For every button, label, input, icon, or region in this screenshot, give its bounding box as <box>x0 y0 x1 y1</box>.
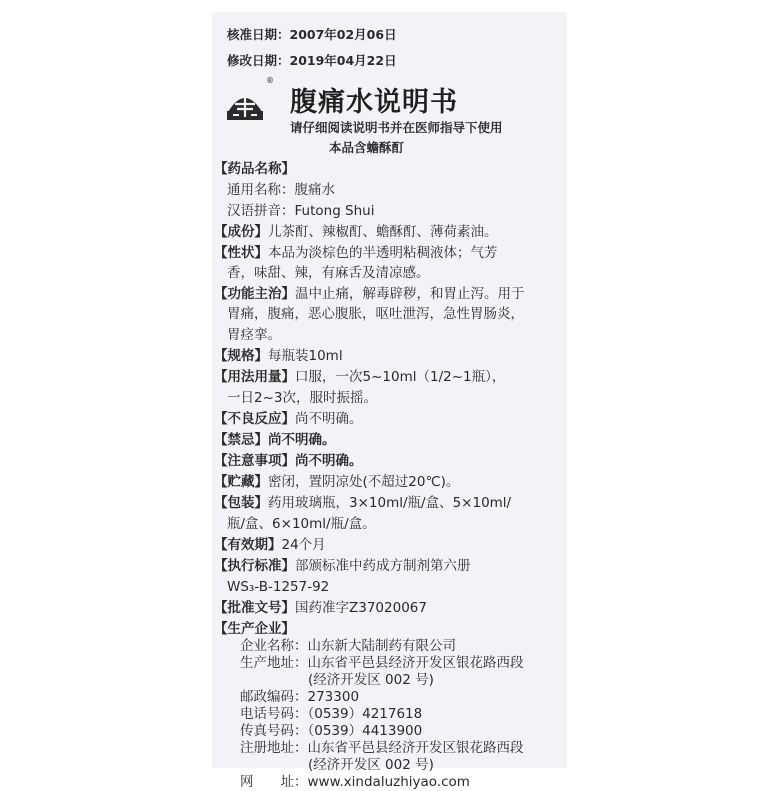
adverse-row <box>214 409 363 429</box>
address-label: 生产地址： <box>240 655 308 671</box>
reg-address-text-2-text: (经济开发区 002 号) <box>308 757 434 773</box>
company-name-label: 企业名称： <box>240 638 308 654</box>
standard-text-2: WS₃-B-1257-92 <box>227 579 330 595</box>
package-text-2: 瓶/盒、6×10ml/瓶/盒。 <box>227 516 376 532</box>
phone-label: 电话号码： <box>240 706 308 722</box>
standard-text-1: 部颁标准中药成方制剂第六册 <box>295 558 471 574</box>
character-label: 【性状】 <box>214 245 268 261</box>
brand-logo-icon <box>224 82 266 124</box>
fax-label: 传真号码： <box>240 723 308 739</box>
address-row <box>240 655 524 672</box>
fax-number: （0539）4413900 <box>307 723 423 739</box>
phone-row <box>240 706 422 723</box>
caution-label: 【注意事项】 <box>214 453 295 469</box>
caution-text: 尚不明确。 <box>295 453 363 469</box>
generic-name: 通用名称：腹痛水 <box>227 182 335 198</box>
instruction-leaflet <box>212 12 567 790</box>
address-text-2: (经济开发区 002 号) <box>308 672 434 688</box>
approval-row <box>214 598 427 618</box>
storage-label: 【贮藏】 <box>214 474 268 490</box>
spec-text: 每瓶装10ml <box>268 348 343 364</box>
validity-row <box>214 535 326 555</box>
registered-mark: ® <box>266 76 274 85</box>
storage-row <box>214 472 459 492</box>
reg-address-label: 注册地址： <box>240 740 308 756</box>
reg-address-text-2 <box>308 757 434 774</box>
usage-text-2: 一日2~3次，服时振摇。 <box>227 390 377 406</box>
fax-row <box>240 723 422 740</box>
validity-label: 【有效期】 <box>214 537 282 553</box>
pinyin-name: 汉语拼音：Futong Shui <box>227 203 375 219</box>
reg-address-text: 山东省平邑县经济开发区银花路西段 <box>307 740 524 756</box>
storage-text: 密闭，置阴凉处(不超过20℃)。 <box>268 474 460 490</box>
document-title: 腹痛水说明书 <box>290 87 458 118</box>
usage-row <box>214 367 505 387</box>
website-label: 网 址： <box>240 774 308 790</box>
package-row <box>214 493 511 513</box>
character-row <box>214 243 498 263</box>
contra-row <box>214 430 336 450</box>
adverse-text: 尚不明确。 <box>295 411 363 427</box>
postcode-label: 邮政编码： <box>240 689 308 705</box>
company-name: 山东新大陆制药有限公司 <box>307 638 456 654</box>
indications-row <box>214 284 525 304</box>
standard-label: 【执行标准】 <box>214 558 295 574</box>
approval-label: 【批准文号】 <box>214 600 295 616</box>
postcode-row <box>240 689 359 706</box>
phone-number: （0539）4217618 <box>307 706 423 722</box>
ingredients-row <box>214 222 498 242</box>
postcode: 273300 <box>307 689 360 705</box>
manufacturer-heading: 【生产企业】 <box>214 621 295 637</box>
ingredients-text: 儿茶酊、辣椒酊、蟾酥酊、薄荷素油。 <box>268 224 498 240</box>
usage-text-1: 口服，一次5~10ml（1/2~1瓶）， <box>295 369 506 385</box>
usage-notice: 请仔细阅读说明书并在医师指导下使用 <box>290 120 503 135</box>
website-text[interactable]: www.xindaluzhiyao.com <box>307 774 470 790</box>
caution-row <box>214 451 363 471</box>
usage-label: 【用法用量】 <box>214 369 295 385</box>
spec-row <box>214 346 343 366</box>
website-row <box>240 774 470 791</box>
approval-date: 核准日期：2007年02月06日 <box>227 27 397 42</box>
indications-text-3: 胃痉挛。 <box>227 327 281 343</box>
indications-label: 【功能主治】 <box>214 286 295 302</box>
contra-label: 【禁忌】 <box>214 432 268 448</box>
spec-label: 【规格】 <box>214 348 268 364</box>
revision-date: 修改日期：2019年04月22日 <box>227 53 397 68</box>
ingredient-notice: 本品含蟾酥酊 <box>329 140 405 155</box>
package-label: 【包装】 <box>214 495 268 511</box>
company-name-row <box>240 638 456 655</box>
indications-text-1: 温中止痛，解毒辟秽，和胃止泻。用于 <box>295 286 525 302</box>
validity-text: 24个月 <box>281 537 326 553</box>
character-text-2: 香，味甜、辣，有麻舌及清凉感。 <box>227 265 430 281</box>
adverse-label: 【不良反应】 <box>214 411 295 427</box>
character-text-1: 本品为淡棕色的半透明粘稠液体；气芳 <box>268 245 498 261</box>
drug-name-heading: 【药品名称】 <box>214 161 295 177</box>
reg-address-row <box>240 740 524 757</box>
approval-text: 国药准字Z37020067 <box>295 600 427 616</box>
standard-row <box>214 556 471 576</box>
indications-text-2: 胃痛，腹痛，恶心腹胀，呕吐泄泻，急性胃肠炎， <box>227 306 524 322</box>
ingredients-label: 【成份】 <box>214 224 268 240</box>
contra-text: 尚不明确。 <box>268 432 336 448</box>
address-text-1: 山东省平邑县经济开发区银花路西段 <box>307 655 524 671</box>
package-text-1: 药用玻璃瓶，3×10ml/瓶/盒、5×10ml/ <box>268 495 512 511</box>
